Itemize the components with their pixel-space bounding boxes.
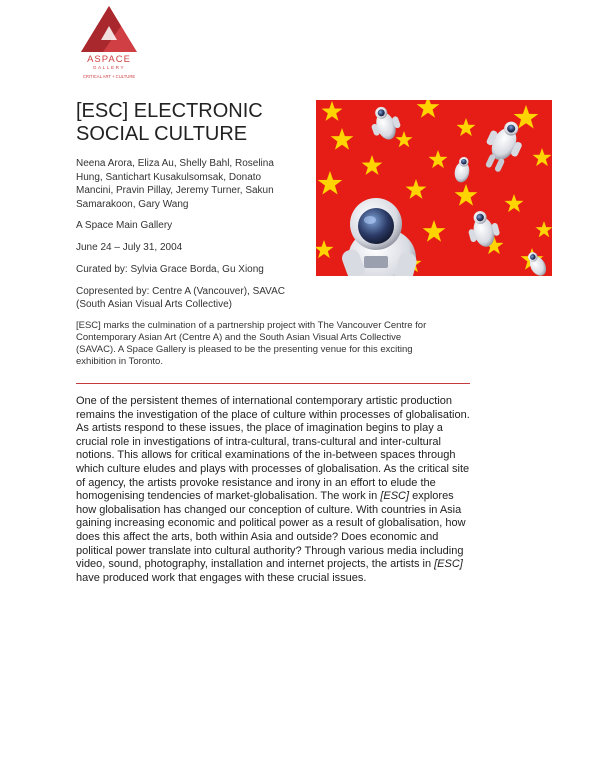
exhibition-venue: A Space Main Gallery [76,220,173,231]
copresenters: Copresented by: Centre A (Vancouver), SAVAC (South Asian Visual Arts Collective) [76,286,285,310]
astronauts-stars-artwork [316,100,552,276]
essay-text-3: have produced work that engages with these crucial issues. [76,571,367,584]
essay-emphasis-1: [ESC] [380,490,410,503]
logo-tagline: CRITICAL ART + CULTURE [82,74,136,79]
exhibition-dates: June 24 – July 31, 2004 [76,242,183,253]
essay-text-2: explores how globalisation has changed our conception of culture. With countries in Asia gaining increasing economic and political power as a result of globalisation, how does this affect the arts, both within Asia and outside? Does economic and political power translate into cultural authority? Through various media including video, sound, photography, installation and internet projects, the artists in [76,490,466,571]
exhibition-blurb: [ESC] marks the culmination of a partnership project with The Vancouver Centre for Contemporary Asian Art (Centre A) and the South Asian Visual Arts Collective (SAVAC). A Space Gallery is pleased to be the presenting venue for this exciting exhibition in Toronto. [76,320,427,367]
curatorial-essay [76,395,470,585]
logo-subtitle: GALLERY [92,65,126,70]
essay-emphasis-2: [ESC] [434,558,463,571]
aspace-logo-mark-icon [79,4,139,54]
exhibition-title: [ESC] ELECTRONIC SOCIAL CULTURE [76,100,263,145]
section-divider [76,383,470,384]
curators: Curated by: Sylvia Grace Borda, Gu Xiong [76,264,264,275]
logo-name: ASPACE [87,54,131,65]
aspace-gallery-logo[interactable] [76,4,146,82]
essay-text-1: One of the persistent themes of international contemporary artistic production remains the investigation of the place of culture within processes of globalisation. As artists respond to these issues, the place of imagination begins to play a crucial role in investigations of intra-cultural, trans-cultural and inter-cultural notions. This allows for critical examinations of the in-between spaces through which culture eludes and plays with processes of globalisation. As the critical site of agency, the artists provoke resistance and irony in an effort to elude the homogenising tendencies of market-globalisation. The work in [76,395,470,503]
artist-list: Neena Arora, Eliza Au, Shelly Bahl, Roselina Hung, Santichart Kusakulsomsak, Donato Mancini, Pravin Pillay, Jeremy Turner, Sakun Samarakoon, Gary Wang [76,158,274,210]
exhibition-artwork-image [316,100,552,276]
